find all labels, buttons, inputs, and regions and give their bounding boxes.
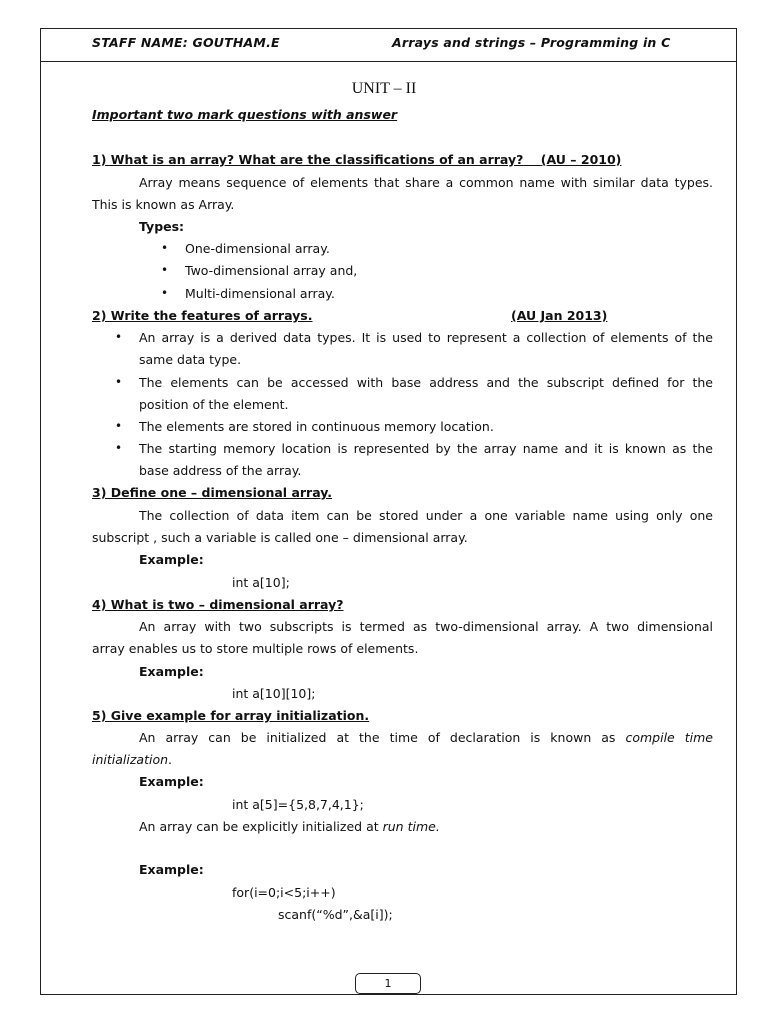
q4-example-label: Example:	[139, 664, 204, 679]
q4-line1: An array with two subscripts is termed as two-dimensional array. A two dimensional	[139, 619, 713, 634]
feature-line: position of the element.	[139, 397, 289, 412]
q1-answer-line2: This is known as Array.	[92, 197, 235, 212]
q4-code: int a[10][10];	[232, 686, 316, 701]
feature-line: The elements can be accessed with base address and the subscript defined for the	[139, 375, 713, 390]
q1-heading	[92, 152, 621, 167]
q1-answer-line1: Array means sequence of elements that share a common name with similar data types.	[139, 175, 713, 190]
q1-question: 1) What is an array? What are the classifications of an array?	[92, 152, 524, 167]
q2-question: 2) Write the features of arrays.	[92, 308, 313, 323]
q5-code: int a[5]={5,8,7,4,1};	[232, 797, 364, 812]
bullet-icon: •	[161, 286, 169, 300]
q5-example-label: Example:	[139, 774, 204, 789]
feature-line: The elements are stored in continuous memory location.	[139, 419, 494, 434]
bullet-icon: •	[115, 330, 123, 344]
q3-example-label: Example:	[139, 552, 204, 567]
q3-code: int a[10];	[232, 575, 290, 590]
q3-question: 3) Define one – dimensional array.	[92, 485, 333, 500]
q5-line1	[92, 730, 713, 745]
staff-name: STAFF NAME: GOUTHAM.E	[92, 35, 280, 50]
q5-line2	[92, 752, 172, 767]
q1-types-label: Types:	[139, 219, 185, 234]
q5-question: 5) Give example for array initialization.	[92, 708, 370, 723]
q5-line1-text: An array can be initialized at the time of declaration is known as	[139, 730, 616, 745]
bullet-icon: •	[115, 441, 123, 455]
q3-line2: subscript , such a variable is called one – dimensional array.	[92, 530, 468, 545]
type-item: Multi-dimensional array.	[185, 286, 335, 301]
q1-ref: (AU – 2010)	[540, 152, 622, 167]
feature-line: base address of the array.	[139, 463, 302, 478]
q5-example2-label: Example:	[139, 862, 204, 877]
q5-code2-line1: for(i=0;i<5;i++)	[232, 885, 336, 900]
bullet-icon: •	[161, 241, 169, 255]
header-divider	[40, 61, 737, 62]
subject-title: Arrays and strings – Programming in C	[392, 35, 671, 50]
q5-code2-line2: scanf(“%d”,&a[i]);	[278, 907, 393, 922]
bullet-icon: •	[115, 375, 123, 389]
section-subtitle: Important two mark questions with answer	[92, 107, 398, 122]
feature-line: An array is a derived data types. It is used to represent a collection of elements of the	[139, 330, 713, 345]
bullet-icon: •	[161, 263, 169, 277]
type-item: One-dimensional array.	[185, 241, 330, 256]
q5-runtime-text: An array can be explicitly initialized at	[139, 819, 379, 834]
q2-ref: (AU Jan 2013)	[511, 308, 608, 323]
q3-line1: The collection of data item can be stored under a one variable name using only one	[139, 508, 713, 523]
q5-runtime-line	[139, 819, 440, 834]
feature-line: same data type.	[139, 352, 242, 367]
type-item: Two-dimensional array and,	[185, 263, 358, 278]
q5-line2-text: .	[168, 752, 172, 767]
bullet-icon: •	[115, 419, 123, 433]
q5-line1-emphasis: compile time	[625, 730, 713, 745]
page-number: 1	[355, 973, 421, 994]
feature-line: The starting memory location is represented by the array name and it is known as the	[139, 441, 713, 456]
unit-title: UNIT – II	[351, 80, 417, 97]
q4-question: 4) What is two – dimensional array?	[92, 597, 344, 612]
q5-runtime-emphasis: run time.	[382, 819, 440, 834]
q5-line2-emphasis: initialization	[92, 752, 169, 767]
q4-line2: array enables us to store multiple rows of elements.	[92, 641, 419, 656]
